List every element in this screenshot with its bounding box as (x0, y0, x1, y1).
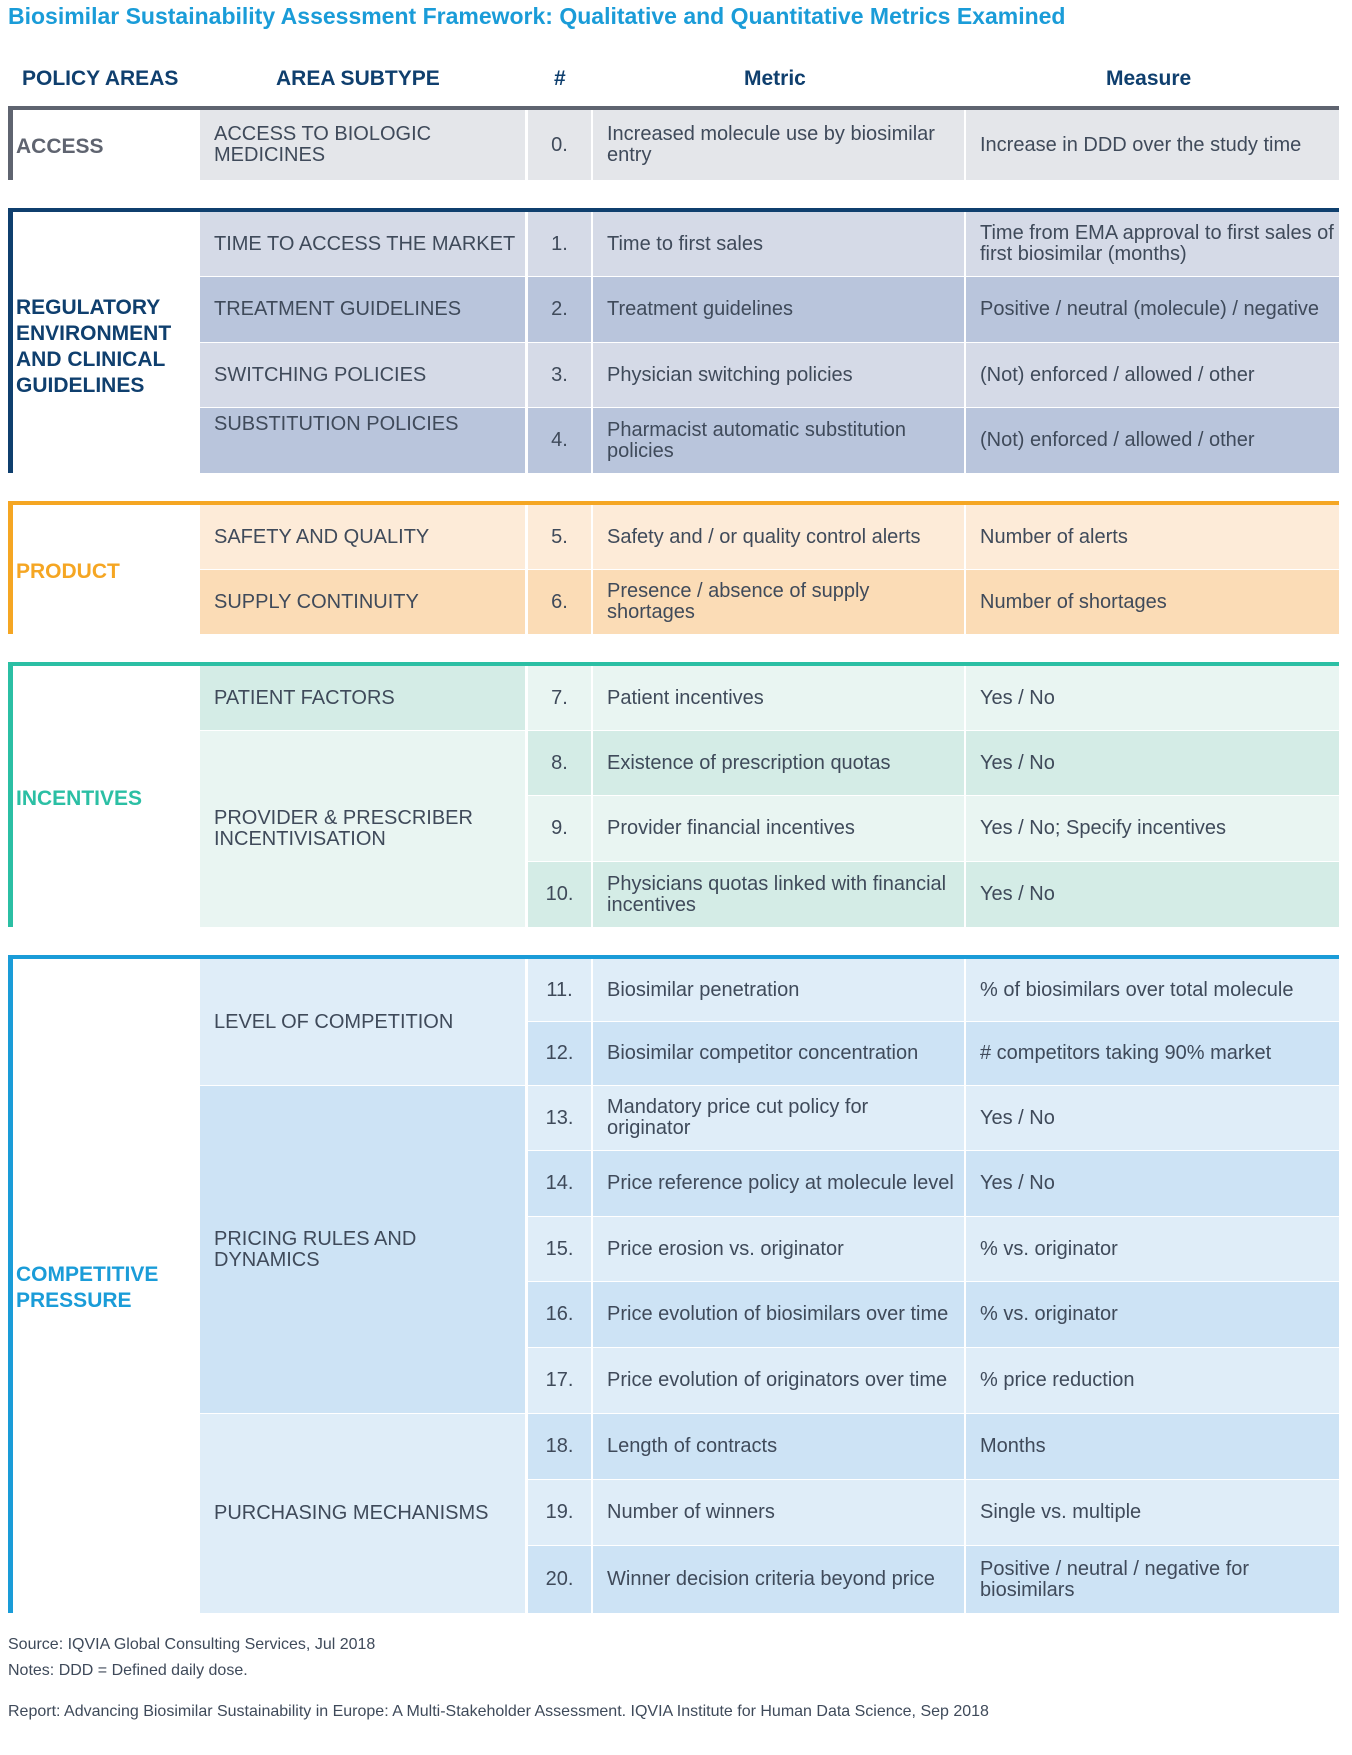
footer-source: Source: IQVIA Global Consulting Services, Jul 2018 (8, 1636, 376, 1653)
row-measure: Yes / No (966, 731, 1339, 795)
row-number: 8. (528, 731, 591, 795)
subtype-substitution: SUBSTITUTION POLICIES (200, 408, 525, 473)
subtype-purchasing: PURCHASING MECHANISMS (200, 1414, 525, 1613)
row-measure: % vs. originator (966, 1282, 1339, 1347)
row-number: 17. (528, 1348, 591, 1413)
row-number: 2. (528, 277, 591, 342)
row-measure: (Not) enforced / allowed / other (966, 343, 1339, 407)
footer-report: Report: Advancing Biosimilar Sustainability in Europe: A Multi-Stakeholder Assessment. IQVIA Institute for Human Data Science, Sep 2018 (8, 1703, 989, 1720)
row-number: 12. (528, 1022, 591, 1085)
row-number: 6. (528, 570, 591, 634)
area-incentives-label: INCENTIVES (16, 787, 143, 810)
row-metric: Physicians quotas linked with financial incentives (593, 862, 964, 927)
row-measure: (Not) enforced / allowed / other (966, 408, 1339, 473)
header-metric: Metric (744, 67, 806, 90)
row-measure: Number of shortages (966, 570, 1339, 634)
row-number: 18. (528, 1414, 591, 1479)
row-number: 4. (528, 408, 591, 473)
header-area-subtype: AREA SUBTYPE (276, 67, 440, 90)
row-number: 15. (528, 1217, 591, 1281)
row-metric: Price erosion vs. originator (593, 1217, 964, 1281)
subtype-safety: SAFETY AND QUALITY (200, 505, 525, 569)
row-metric: Safety and / or quality control alerts (593, 505, 964, 569)
row-number: 0. (528, 110, 591, 180)
row-number: 7. (528, 666, 591, 730)
subtype-switching: SWITCHING POLICIES (200, 343, 525, 407)
subtype-access-biologic: ACCESS TO BIOLOGIC MEDICINES (200, 110, 525, 180)
footer-notes: Notes: DDD = Defined daily dose. (8, 1662, 248, 1679)
row-metric: Number of winners (593, 1480, 964, 1545)
row-metric: Price reference policy at molecule level (593, 1151, 964, 1216)
row-metric: Price evolution of originators over time (593, 1348, 964, 1413)
row-number: 20. (528, 1546, 591, 1613)
subtype-pricing: PRICING RULES AND DYNAMICS (200, 1086, 525, 1413)
row-metric: Winner decision criteria beyond price (593, 1546, 964, 1613)
subtype-time-to-market: TIME TO ACCESS THE MARKET (200, 212, 525, 276)
row-number: 19. (528, 1480, 591, 1545)
row-measure: Yes / No (966, 862, 1339, 927)
row-measure: Yes / No (966, 1086, 1339, 1150)
subtype-treatment-guidelines: TREATMENT GUIDELINES (200, 277, 525, 342)
row-measure: % of biosimilars over total molecule (966, 959, 1339, 1021)
row-measure: Single vs. multiple (966, 1480, 1339, 1545)
subtype-patient: PATIENT FACTORS (200, 666, 525, 730)
row-metric: Length of contracts (593, 1414, 964, 1479)
row-metric: Price evolution of biosimilars over time (593, 1282, 964, 1347)
row-measure: Months (966, 1414, 1339, 1479)
row-measure: Positive / neutral / negative for biosimilars (966, 1546, 1339, 1613)
subtype-competition: LEVEL OF COMPETITION (200, 959, 525, 1085)
row-number: 13. (528, 1086, 591, 1150)
row-metric: Patient incentives (593, 666, 964, 730)
row-metric: Physician switching policies (593, 343, 964, 407)
area-product-label: PRODUCT (16, 560, 120, 583)
row-measure: Positive / neutral (molecule) / negative (966, 277, 1339, 342)
row-metric: Presence / absence of supply shortages (593, 570, 964, 634)
row-measure: Time from EMA approval to first sales of first biosimilar (months) (966, 212, 1339, 276)
row-measure: Number of alerts (966, 505, 1339, 569)
row-metric: Provider financial incentives (593, 796, 964, 861)
row-measure: # competitors taking 90% market (966, 1022, 1339, 1085)
row-number: 1. (528, 212, 591, 276)
area-competitive-label: COMPETITIVE PRESSURE (16, 1263, 159, 1312)
header-measure: Measure (1106, 67, 1192, 90)
row-measure: % price reduction (966, 1348, 1339, 1413)
header-number: # (554, 67, 566, 90)
area-regulatory-label: REGULATORY ENVIRONMENT AND CLINICAL GUIDELINES (16, 296, 172, 397)
header-policy-areas: POLICY AREAS (22, 67, 179, 90)
row-metric: Existence of prescription quotas (593, 731, 964, 795)
row-number: 14. (528, 1151, 591, 1216)
page-title: Biosimilar Sustainability Assessment Framework: Qualitative and Quantitative Metrics Examined (8, 3, 1066, 29)
row-measure: Yes / No (966, 1151, 1339, 1216)
row-metric: Pharmacist automatic substitution policies (593, 408, 964, 473)
subtype-supply: SUPPLY CONTINUITY (200, 570, 525, 634)
subtype-provider: PROVIDER & PRESCRIBER INCENTIVISATION (200, 731, 525, 927)
row-number: 5. (528, 505, 591, 569)
row-metric: Treatment guidelines (593, 277, 964, 342)
row-number: 3. (528, 343, 591, 407)
row-measure: Yes / No; Specify incentives (966, 796, 1339, 861)
row-number: 9. (528, 796, 591, 861)
row-measure: Increase in DDD over the study time (966, 110, 1339, 180)
row-metric: Increased molecule use by biosimilar entry (593, 110, 964, 180)
row-metric: Biosimilar penetration (593, 959, 964, 1021)
area-access-label: ACCESS (16, 135, 104, 158)
row-number: 16. (528, 1282, 591, 1347)
row-number: 10. (528, 862, 591, 927)
row-measure: % vs. originator (966, 1217, 1339, 1281)
row-metric: Mandatory price cut policy for originator (593, 1086, 964, 1150)
row-number: 11. (528, 959, 591, 1021)
row-metric: Time to first sales (593, 212, 964, 276)
row-measure: Yes / No (966, 666, 1339, 730)
row-metric: Biosimilar competitor concentration (593, 1022, 964, 1085)
